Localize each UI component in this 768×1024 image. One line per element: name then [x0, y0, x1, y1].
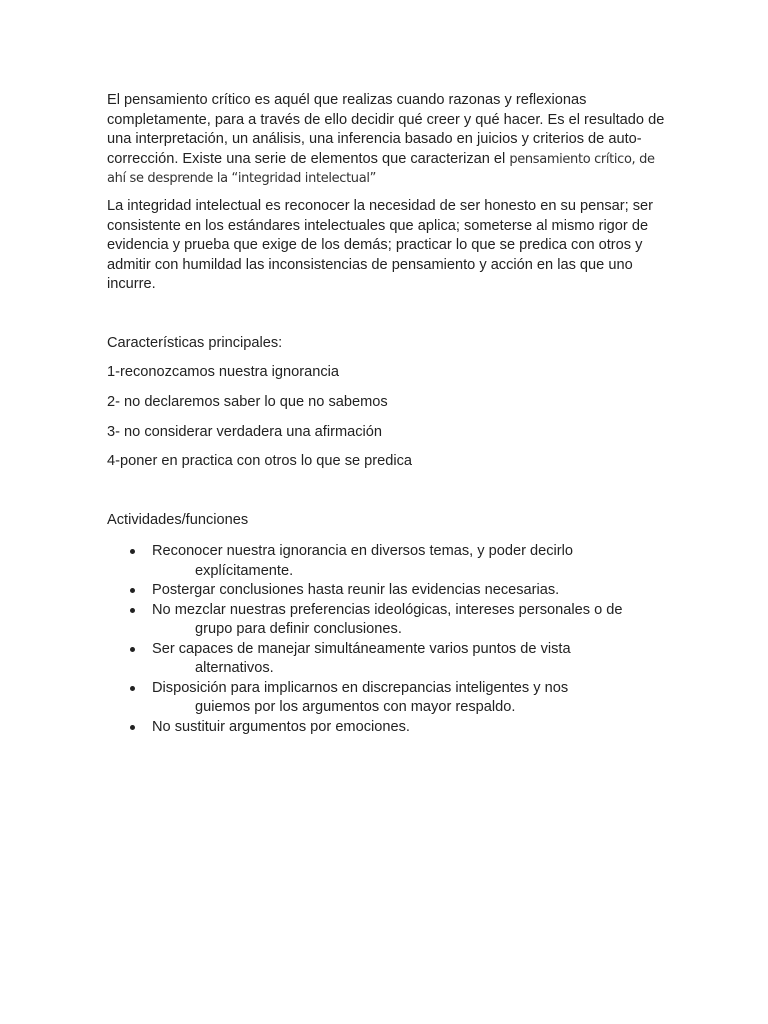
activity-item-line2: alternativos. — [195, 660, 274, 676]
intro-text-tail: pensamiento crítico, de ahí se desprende la “integridad intelectual” — [107, 151, 655, 186]
activity-item — [107, 581, 667, 601]
activity-item-line1: Reconocer nuestra ignorancia en diversos temas, y poder decirlo — [152, 543, 574, 559]
intro-text: El pensamiento crítico es aquél que realizas cuando razonas y reflexionas completamente, para a través de ello decidir qué creer y qué hacer. Es el resultado de una interpretación, un análisis, una inferencia basado en juicios y criterios de auto-corrección. Existe una serie de elementos que caracterizan el — [107, 92, 665, 167]
bullet-icon — [130, 549, 135, 554]
bullet-icon — [130, 725, 135, 730]
activity-item-line2: explícitamente. — [195, 562, 294, 579]
characteristic-item: 4-poner en practica con otros lo que se predica — [107, 453, 413, 469]
activity-item — [107, 542, 667, 581]
activity-item — [107, 718, 667, 738]
activity-item-line1: Ser capaces de manejar simultáneamente varios puntos de vista — [152, 640, 571, 657]
integrity-paragraph: La integridad intelectual es reconocer la necesidad de ser honesto en su pensar; ser consistente en los estándares intelectuales que aplica; someterse al mismo rigor de evidencia y prueba que exige de los demás; practicar lo que se predica con otros y admitir con humildad las inconsistencias de pensamiento y acción en las que uno incurre. — [107, 198, 653, 292]
activity-item — [107, 601, 667, 640]
characteristics-heading: Características principales: — [107, 335, 283, 351]
activity-item-line1: Postergar conclusiones hasta reunir las evidencias necesarias. — [152, 582, 560, 598]
activity-item — [107, 679, 667, 718]
activity-item-line2: grupo para definir conclusiones. — [195, 621, 402, 637]
bullet-icon — [130, 588, 135, 593]
activity-item-line1: No mezclar nuestras preferencias ideológicas, intereses personales o de — [152, 601, 623, 618]
characteristic-item: 1-reconozcamos nuestra ignorancia — [107, 364, 340, 380]
characteristic-item: 2- no declaremos saber lo que no sabemos — [107, 394, 388, 410]
activities-heading: Actividades/funciones — [107, 512, 249, 528]
bullet-icon — [130, 686, 135, 691]
activity-item — [107, 640, 667, 679]
bullet-icon — [130, 608, 135, 613]
bullet-icon — [130, 647, 135, 652]
activity-item-line1: Disposición para implicarnos en discrepancias inteligentes y nos — [152, 679, 569, 696]
characteristic-item: 3- no considerar verdadera una afirmación — [107, 424, 383, 440]
intro-paragraph — [107, 91, 667, 189]
activity-item-line2: guiemos por los argumentos con mayor respaldo. — [195, 699, 516, 715]
activities-list — [107, 542, 667, 737]
activity-item-line1: No sustituir argumentos por emociones. — [152, 718, 410, 735]
